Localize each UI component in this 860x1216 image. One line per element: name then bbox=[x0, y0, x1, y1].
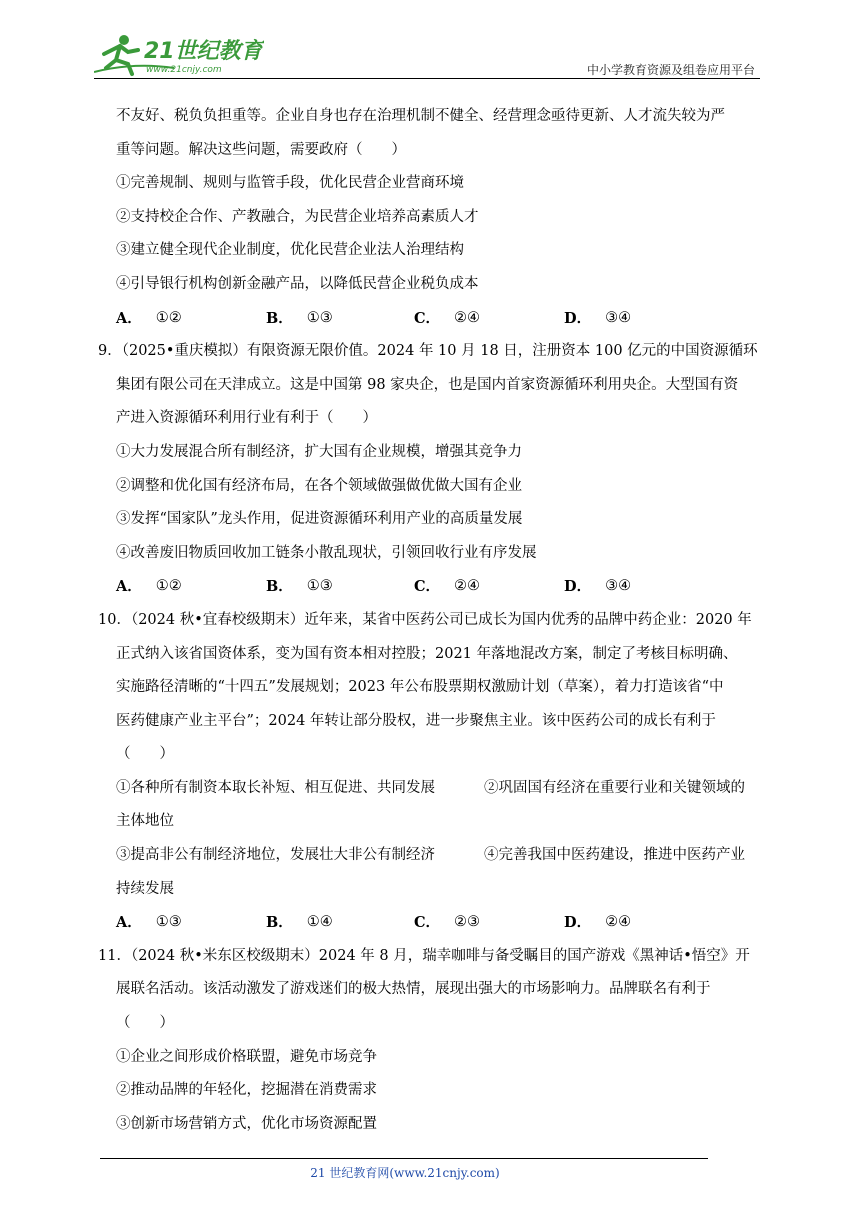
question-text: 不友好、税负负担重等。企业自身也存在治理机制不健全、经营理念亟待更新、人才流失较为严 bbox=[116, 108, 725, 124]
logo-text: 21世纪教育 bbox=[144, 39, 263, 64]
statement-item: ①企业之间形成价格联盟，避免市场竞争 bbox=[116, 1048, 377, 1065]
statement-continuation: 主体地位 bbox=[116, 813, 174, 830]
question-text: 重等问题。解决这些问题，需要政府（ ） bbox=[116, 141, 406, 158]
footer-link[interactable]: 21 世纪教育网(www.21cnjy.com) bbox=[310, 1166, 500, 1180]
option-c[interactable]: C． ②④ bbox=[414, 578, 481, 596]
platform-name: 中小学教育资源及组卷应用平台 bbox=[586, 63, 755, 77]
option-c[interactable]: C． ②③ bbox=[414, 914, 481, 932]
option-b[interactable]: B． ①③ bbox=[266, 309, 333, 327]
question-text: （ ） bbox=[116, 746, 174, 763]
footer-divider bbox=[100, 1158, 708, 1159]
question-stem: 9．（2025•重庆模拟）有限资源无限价值。2024 年 10 月 18 日，注册资本 100 亿元的中国资源循环 bbox=[98, 343, 758, 360]
logo-url: www.21cnjy.com bbox=[146, 65, 222, 75]
question-text: 实施路径清晰的“十四五”发展规划；2023 年公布股票期权激励计划（草案），着力打造该省“中 bbox=[116, 679, 724, 696]
statement-item: ②调整和优化国有经济布局，在各个领域做强做优做大国有企业 bbox=[116, 477, 522, 494]
statement-item: ③发挥“国家队”龙头作用，促进资源循环利用产业的高质量发展 bbox=[116, 511, 523, 528]
statement-item: ④改善废旧物质回收加工链条小散乱现状，引领回收行业有序发展 bbox=[116, 544, 537, 561]
document-body bbox=[98, 100, 762, 1141]
logo-21cnjy bbox=[94, 32, 264, 78]
page-header bbox=[0, 0, 860, 80]
statement-continuation: 持续发展 bbox=[116, 880, 174, 897]
question-text: 正式纳入该省国资体系，变为国有资本相对控股；2021 年落地混改方案，制定了考核目标明确、 bbox=[116, 645, 738, 662]
option-b[interactable]: B． ①④ bbox=[266, 914, 333, 932]
question-stem: 11．（2024 秋•米东区校级期末）2024 年 8 月，瑞幸咖啡与备受瞩目的国产游戏《黑神话•悟空》开 bbox=[98, 947, 750, 964]
statement-item: ①各种所有制资本取长补短、相互促进、共同发展 bbox=[116, 779, 435, 796]
statement-item: ④完善我国中医药建设，推进中医药产业 bbox=[484, 847, 745, 864]
question-text: 展联名活动。该活动激发了游戏迷们的极大热情，展现出强大的市场影响力。品牌联名有利于 bbox=[116, 981, 711, 998]
answer-options bbox=[116, 906, 762, 940]
statement-row bbox=[116, 772, 762, 806]
question-text: （ ） bbox=[116, 1015, 174, 1032]
option-a[interactable]: A． ①② bbox=[116, 578, 182, 596]
option-a[interactable]: A． ①③ bbox=[116, 914, 182, 932]
question-text: 产进入资源循环利用行业有利于（ ） bbox=[116, 410, 377, 427]
question-8-continuation bbox=[116, 100, 762, 335]
question-11 bbox=[98, 940, 762, 1142]
statement-item: ②巩固国有经济在重要行业和关键领域的 bbox=[484, 779, 745, 796]
option-c[interactable]: C． ②④ bbox=[414, 309, 481, 327]
header-divider bbox=[94, 78, 760, 79]
statement-item: ①完善规制、规则与监管手段，优化民营企业营商环境 bbox=[116, 175, 464, 192]
option-d[interactable]: D． ③④ bbox=[564, 578, 632, 596]
statement-row bbox=[116, 839, 762, 873]
statement-item: ③创新市场营销方式，优化市场资源配置 bbox=[116, 1115, 377, 1132]
option-b[interactable]: B． ①③ bbox=[266, 578, 333, 596]
option-d[interactable]: D． ②④ bbox=[564, 914, 632, 932]
option-d[interactable]: D． ③④ bbox=[564, 309, 632, 327]
statement-item: ②推动品牌的年轻化，挖掘潜在消费需求 bbox=[116, 1082, 377, 1099]
question-10 bbox=[98, 604, 762, 940]
answer-options bbox=[116, 570, 762, 604]
question-9 bbox=[98, 335, 762, 604]
question-text: 集团有限公司在天津成立。这是中国第 98 家央企，也是国内首家资源循环利用央企。大型国有资 bbox=[116, 376, 739, 393]
answer-options bbox=[116, 302, 762, 336]
statement-item: ①大力发展混合所有制经济，扩大国有企业规模，增强其竞争力 bbox=[116, 443, 522, 460]
question-stem: 10．（2024 秋•宜春校级期末）近年来，某省中医药公司已成长为国内优秀的品牌中药企业：2020 年 bbox=[98, 611, 752, 628]
statement-item: ④引导银行机构创新金融产品，以降低民营企业税负成本 bbox=[116, 275, 479, 292]
statement-item: ③提高非公有制经济地位，发展壮大非公有制经济 bbox=[116, 847, 435, 864]
statement-item: ③建立健全现代企业制度，优化民营企业法人治理结构 bbox=[116, 242, 464, 259]
option-a[interactable]: A． ①② bbox=[116, 309, 182, 327]
question-text: 医药健康产业主平台”；2024 年转让部分股权，进一步聚焦主业。该中医药公司的成长有利于 bbox=[116, 712, 716, 729]
statement-item: ②支持校企合作、产教融合，为民营企业培养高素质人才 bbox=[116, 208, 479, 225]
